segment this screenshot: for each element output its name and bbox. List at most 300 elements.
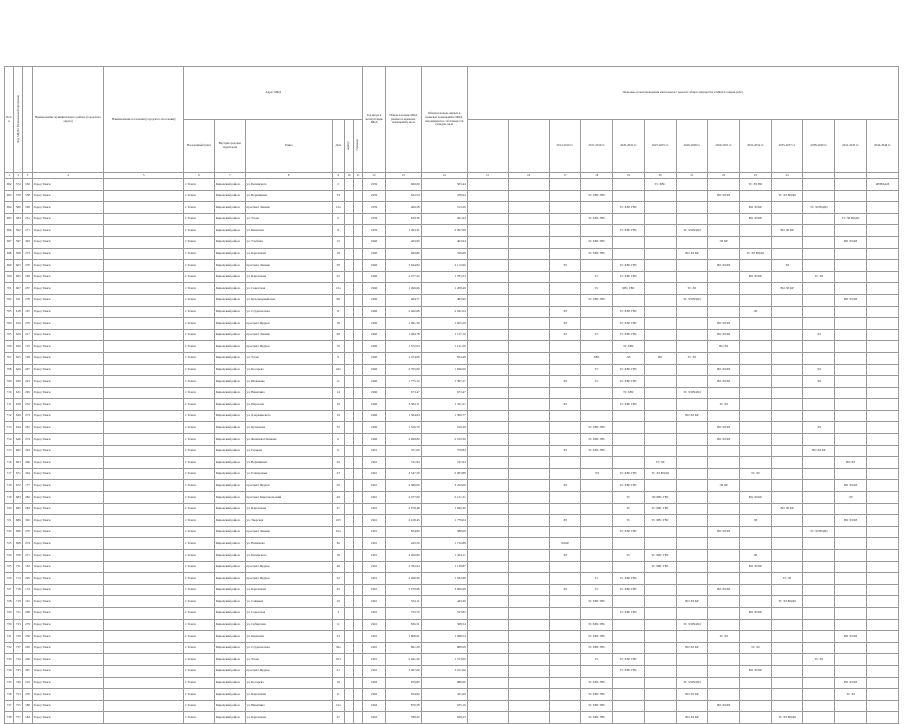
table-cell: 1 496,66	[385, 283, 421, 295]
table-cell: 25	[332, 584, 344, 596]
table-cell: ТС ХВС ГВС	[581, 596, 613, 608]
table-cell: 210	[23, 677, 32, 689]
table-cell: ТС ХВС ГВС	[581, 294, 613, 306]
table-cell: г. Томск	[184, 260, 215, 272]
table-cell: 40	[332, 561, 344, 573]
table-cell	[104, 179, 184, 191]
table-cell: ВО ЭЛ	[708, 341, 740, 353]
table-cell: Город Томск	[32, 179, 104, 191]
table-cell	[803, 306, 835, 318]
table-cell	[676, 457, 708, 469]
table-cell	[771, 550, 803, 562]
table-cell: 2 100,30	[421, 434, 467, 446]
table-cell: 98	[332, 294, 344, 306]
table-cell: ТС ХВС ГВС	[613, 318, 645, 330]
table-cell: ЭЛ	[549, 260, 581, 272]
table-cell: 1 520,79	[385, 422, 421, 434]
table-cell: ул. Кузнецова	[245, 422, 332, 434]
table-cell	[771, 654, 803, 666]
table-cell	[104, 619, 184, 631]
table-cell: г. Томск	[184, 503, 215, 515]
table-cell	[835, 306, 867, 318]
table-cell: 600,00	[385, 179, 421, 191]
table-cell	[549, 642, 581, 654]
table-cell	[354, 654, 363, 666]
table-cell: 264	[23, 468, 32, 480]
table-cell: ЭЛ	[549, 584, 581, 596]
table-cell: 21	[332, 665, 344, 677]
table-cell: 1 474,00	[385, 352, 421, 364]
table-cell: ТС ХВС ГВС	[613, 329, 645, 341]
table-cell	[676, 665, 708, 677]
table-cell: 1 141,29	[421, 341, 467, 353]
table-cell: 271	[23, 550, 32, 562]
table-cell: 694	[5, 202, 14, 214]
table-cell	[835, 260, 867, 272]
table-cell	[644, 271, 676, 283]
table-cell	[104, 341, 184, 353]
table-cell: 1 137,10	[421, 329, 467, 341]
table-cell	[644, 376, 676, 388]
table-cell: ЭЛ	[549, 445, 581, 457]
table-cell: 12а	[332, 283, 344, 295]
table-cell	[644, 573, 676, 585]
table-cell	[708, 445, 740, 457]
table-cell	[835, 596, 867, 608]
table-cell	[354, 190, 363, 202]
table-cell: 6	[332, 213, 344, 225]
table-cell: ТС	[613, 550, 645, 562]
table-cell: Кировский район	[214, 584, 245, 596]
table-cell: Кировский район	[214, 700, 245, 712]
table-cell: ТС	[581, 271, 613, 283]
table-cell	[354, 642, 363, 654]
table-cell: ВО ЭЛ КР	[708, 434, 740, 446]
table-cell: Город Томск	[32, 573, 104, 585]
table-row	[5, 584, 899, 596]
table-cell	[803, 341, 835, 353]
table-cell	[835, 607, 867, 619]
table-cell	[549, 596, 581, 608]
table-cell: 1960	[363, 283, 386, 295]
table-cell	[803, 260, 835, 272]
table-cell: проспект Фрунзе	[245, 665, 332, 677]
table-cell: 749	[14, 677, 23, 689]
table-cell	[866, 306, 898, 318]
table-cell	[581, 387, 613, 399]
table-cell	[676, 526, 708, 538]
table-cell: 270	[23, 260, 32, 272]
table-cell	[354, 700, 363, 712]
table-cell	[708, 213, 740, 225]
table-cell: ТС ЭЛ ВОДО	[644, 468, 676, 480]
table-cell	[581, 318, 613, 330]
table-cell	[613, 410, 645, 422]
table-cell	[708, 607, 740, 619]
table-cell	[467, 306, 508, 318]
table-cell	[708, 283, 740, 295]
table-cell	[467, 607, 508, 619]
col-number-cell: 5	[104, 173, 184, 179]
table-cell	[104, 352, 184, 364]
col-period-7: 2035-2037 гг.	[771, 120, 803, 173]
table-cell: 719	[5, 492, 14, 504]
table-cell: 513,26	[421, 202, 467, 214]
table-cell: 1 208,49	[421, 283, 467, 295]
table-cell	[866, 387, 898, 399]
table-cell: Кировский район	[214, 712, 245, 724]
table-cell: Кировский район	[214, 260, 245, 272]
table-cell: 1 783,53	[421, 271, 467, 283]
table-cell	[613, 294, 645, 306]
table-cell	[549, 387, 581, 399]
table-cell	[803, 480, 835, 492]
table-cell	[740, 457, 772, 469]
table-cell: ТС ЭЛ ВОДО	[835, 213, 867, 225]
table-cell	[581, 399, 613, 411]
table-cell: ТС ХВС ГВС	[581, 248, 613, 260]
table-cell	[708, 550, 740, 562]
table-cell	[344, 665, 353, 677]
table-cell: Кировский район	[214, 225, 245, 237]
table-cell	[613, 700, 645, 712]
table-cell	[344, 248, 353, 260]
table-cell: 753	[14, 689, 23, 701]
table-cell: 278	[23, 294, 32, 306]
table-cell: ул. Красноармейская	[245, 294, 332, 306]
table-cell	[104, 596, 184, 608]
table-cell	[467, 457, 508, 469]
table-cell	[644, 445, 676, 457]
table-cell	[467, 492, 508, 504]
table-cell: г. Томск	[184, 689, 215, 701]
table-cell	[740, 503, 772, 515]
table-cell	[740, 596, 772, 608]
table-cell: г. Томск	[184, 665, 215, 677]
table-cell: ЭЛ КР	[708, 236, 740, 248]
table-cell	[549, 236, 581, 248]
table-cell: Кировский район	[214, 573, 245, 585]
table-cell	[104, 642, 184, 654]
table-cell: ТС ХВС ГВС	[613, 399, 645, 411]
table-cell: 2 705,00	[385, 364, 421, 376]
table-cell: 861,29	[385, 642, 421, 654]
table-cell	[104, 584, 184, 596]
table-cell	[835, 445, 867, 457]
table-cell: Кировский район	[214, 283, 245, 295]
table-cell	[467, 550, 508, 562]
table-cell: 1 564,64	[385, 410, 421, 422]
table-cell	[508, 352, 549, 364]
table-cell: ТС	[581, 584, 613, 596]
table-cell: ЭЛ	[549, 480, 581, 492]
table-cell: ТС ЭЛ ВОДО	[771, 596, 803, 608]
table-cell: г. Томск	[184, 677, 215, 689]
table-cell	[104, 712, 184, 724]
table-cell	[467, 538, 508, 550]
table-cell: ТС ЭЛ	[771, 573, 803, 585]
table-cell: ТС ЭЛ ВОДО	[676, 619, 708, 631]
table-cell	[771, 329, 803, 341]
table-cell	[676, 445, 708, 457]
col-blank	[23, 67, 32, 173]
table-cell: ТС ХВС ГВС	[644, 550, 676, 562]
table-cell	[508, 260, 549, 272]
table-cell: 2 782,04	[385, 561, 421, 573]
table-cell	[549, 631, 581, 643]
table-cell	[644, 248, 676, 260]
table-cell: 247	[23, 364, 32, 376]
table-cell	[104, 468, 184, 480]
table-cell: Город Томск	[32, 329, 104, 341]
table-cell: г. Томск	[184, 225, 215, 237]
table-cell	[549, 573, 581, 585]
table-cell	[354, 364, 363, 376]
table-cell: 27	[332, 712, 344, 724]
table-cell	[644, 526, 676, 538]
table-cell: Город Томск	[32, 689, 104, 701]
table-cell: г. Томск	[184, 190, 215, 202]
table-cell	[581, 341, 613, 353]
table-cell	[549, 700, 581, 712]
table-cell	[354, 665, 363, 677]
table-cell: Кировский район	[214, 318, 245, 330]
table-cell	[344, 689, 353, 701]
table-cell: 597	[14, 236, 23, 248]
table-cell	[803, 248, 835, 260]
table-cell: Кировский район	[214, 619, 245, 631]
table-cell	[344, 294, 353, 306]
table-cell	[467, 434, 508, 446]
table-cell: проспект Ленина	[245, 329, 332, 341]
table-cell: 18	[332, 318, 344, 330]
table-cell: ТС ЭЛ ВОДО	[676, 294, 708, 306]
table-cell	[354, 410, 363, 422]
table-cell: ТС	[581, 364, 613, 376]
table-cell	[866, 236, 898, 248]
table-cell: 271	[23, 225, 32, 237]
table-cell	[467, 387, 508, 399]
table-cell: Город Томск	[32, 248, 104, 260]
table-cell: ЭЛ	[549, 376, 581, 388]
table-cell: 1 710,88	[421, 538, 467, 550]
table-cell	[344, 364, 353, 376]
table-cell	[344, 492, 353, 504]
table-cell	[835, 410, 867, 422]
table-cell	[344, 457, 353, 469]
table-cell: ул. Усова	[245, 352, 332, 364]
table-cell	[771, 700, 803, 712]
table-cell	[508, 665, 549, 677]
table-cell: г. Томск	[184, 179, 215, 191]
table-cell	[508, 550, 549, 562]
table-cell	[835, 561, 867, 573]
table-cell	[613, 596, 645, 608]
table-cell: ТС ХВС	[613, 341, 645, 353]
table-cell	[467, 561, 508, 573]
table-cell: Кировский район	[214, 410, 245, 422]
table-cell	[866, 283, 898, 295]
table-cell: 1 493,31	[385, 225, 421, 237]
table-cell: Город Томск	[32, 596, 104, 608]
table-cell: г. Томск	[184, 283, 215, 295]
table-cell	[581, 410, 613, 422]
table-cell: 203	[23, 445, 32, 457]
table-cell	[581, 225, 613, 237]
table-cell	[549, 607, 581, 619]
table-cell	[740, 387, 772, 399]
table-cell: ТС ХВС ГВС	[581, 689, 613, 701]
table-cell: 2 477,00	[385, 492, 421, 504]
table-cell	[354, 341, 363, 353]
table-cell	[676, 607, 708, 619]
table-cell: 620	[14, 341, 23, 353]
table-cell	[508, 445, 549, 457]
table-cell	[104, 550, 184, 562]
table-cell: ТС	[581, 376, 613, 388]
table-cell	[104, 607, 184, 619]
table-cell: 174	[23, 584, 32, 596]
table-cell	[508, 573, 549, 585]
table-cell: 8	[332, 306, 344, 318]
table-cell: г. Томск	[184, 352, 215, 364]
table-cell: 704	[5, 318, 14, 330]
table-cell: г. Томск	[184, 573, 215, 585]
table-row	[5, 260, 899, 272]
table-cell: 680,60	[421, 677, 467, 689]
table-cell: ТС ЭЛ	[740, 468, 772, 480]
table-cell: 662	[14, 445, 23, 457]
table-cell	[344, 202, 353, 214]
table-cell: 692	[5, 179, 14, 191]
table-cell: Город Томск	[32, 550, 104, 562]
table-cell	[354, 306, 363, 318]
table-cell	[771, 410, 803, 422]
table-cell: 1961	[363, 642, 386, 654]
table-cell	[104, 631, 184, 643]
table-cell: 672	[14, 480, 23, 492]
table-row	[5, 376, 899, 388]
table-cell	[708, 410, 740, 422]
table-row	[5, 283, 899, 295]
table-cell	[581, 503, 613, 515]
table-cell	[508, 642, 549, 654]
table-cell: 18	[332, 248, 344, 260]
table-cell: 3 206,80	[385, 550, 421, 562]
table-cell: Кировский район	[214, 468, 245, 480]
table-cell	[676, 631, 708, 643]
table-cell	[866, 434, 898, 446]
table-cell: ТС ХВС ГВС	[581, 422, 613, 434]
table-cell: 1961	[363, 457, 386, 469]
table-cell	[467, 700, 508, 712]
table-cell: Кировский район	[214, 271, 245, 283]
table-cell: 671	[14, 468, 23, 480]
table-cell: ул. Карташова	[245, 248, 332, 260]
table-cell: 15	[332, 236, 344, 248]
table-cell: 1960	[363, 410, 386, 422]
table-cell: 1962	[363, 689, 386, 701]
table-cell: 2	[332, 179, 344, 191]
table-cell	[104, 654, 184, 666]
col-number-cell: 9	[332, 173, 344, 179]
table-cell	[676, 236, 708, 248]
table-cell: Кировский район	[214, 434, 245, 446]
table-cell	[508, 492, 549, 504]
table-cell	[835, 468, 867, 480]
table-cell: проспект Ленина	[245, 202, 332, 214]
table-cell	[866, 248, 898, 260]
table-cell: ТС ХВС ГВС	[613, 306, 645, 318]
table-row	[5, 399, 899, 411]
table-cell: ТС ХВС ГВС	[613, 376, 645, 388]
table-cell: ЭЛ	[771, 260, 803, 272]
table-cell: ул. Косарева	[245, 364, 332, 376]
table-cell: Город Томск	[32, 225, 104, 237]
table-cell	[104, 376, 184, 388]
table-cell: ЭЛ КР	[549, 538, 581, 550]
table-cell	[344, 329, 353, 341]
table-cell: 1959	[363, 179, 386, 191]
table-row	[5, 665, 899, 677]
table-cell: ТС ХВС ГВС	[613, 607, 645, 619]
table-cell: ул. Советская	[245, 283, 332, 295]
table-cell: г. Томск	[184, 376, 215, 388]
table-cell: 11	[332, 689, 344, 701]
table-cell: Город Томск	[32, 457, 104, 469]
table-cell: ул. Карташова	[245, 712, 332, 724]
table-cell: г. Томск	[184, 550, 215, 562]
table-cell: ТС	[581, 329, 613, 341]
table-cell	[354, 550, 363, 562]
table-cell	[740, 654, 772, 666]
table-cell	[771, 526, 803, 538]
table-cell: 3 547,59	[385, 468, 421, 480]
table-cell	[866, 445, 898, 457]
table-cell: ул. Пирогова	[245, 399, 332, 411]
table-cell: 3 006,98	[421, 584, 467, 596]
table-row	[5, 515, 899, 527]
table-cell	[708, 677, 740, 689]
table-cell	[676, 654, 708, 666]
table-row	[5, 492, 899, 504]
table-cell: 630	[14, 376, 23, 388]
table-cell: 538	[23, 190, 32, 202]
table-cell	[771, 248, 803, 260]
table-cell: Город Томск	[32, 364, 104, 376]
table-cell	[549, 294, 581, 306]
table-cell: 718	[14, 584, 23, 596]
table-cell: ТС ЭЛ ВО	[740, 179, 772, 191]
table-row	[5, 248, 899, 260]
table-cell: ЭЛ	[549, 318, 581, 330]
table-cell	[549, 190, 581, 202]
table-cell: 916,39	[421, 422, 467, 434]
table-cell: Кировский район	[214, 526, 245, 538]
table-cell: 619	[14, 318, 23, 330]
table-cell: 1962	[363, 712, 386, 724]
table-cell: 722	[5, 526, 14, 538]
table-cell: Кировский район	[214, 607, 245, 619]
table-cell: 578	[14, 190, 23, 202]
table-cell	[803, 573, 835, 585]
col-locality: Населенный пункт	[184, 120, 215, 173]
table-cell	[104, 387, 184, 399]
table-cell	[803, 700, 835, 712]
table-cell	[549, 468, 581, 480]
table-cell	[508, 190, 549, 202]
table-cell	[835, 538, 867, 550]
